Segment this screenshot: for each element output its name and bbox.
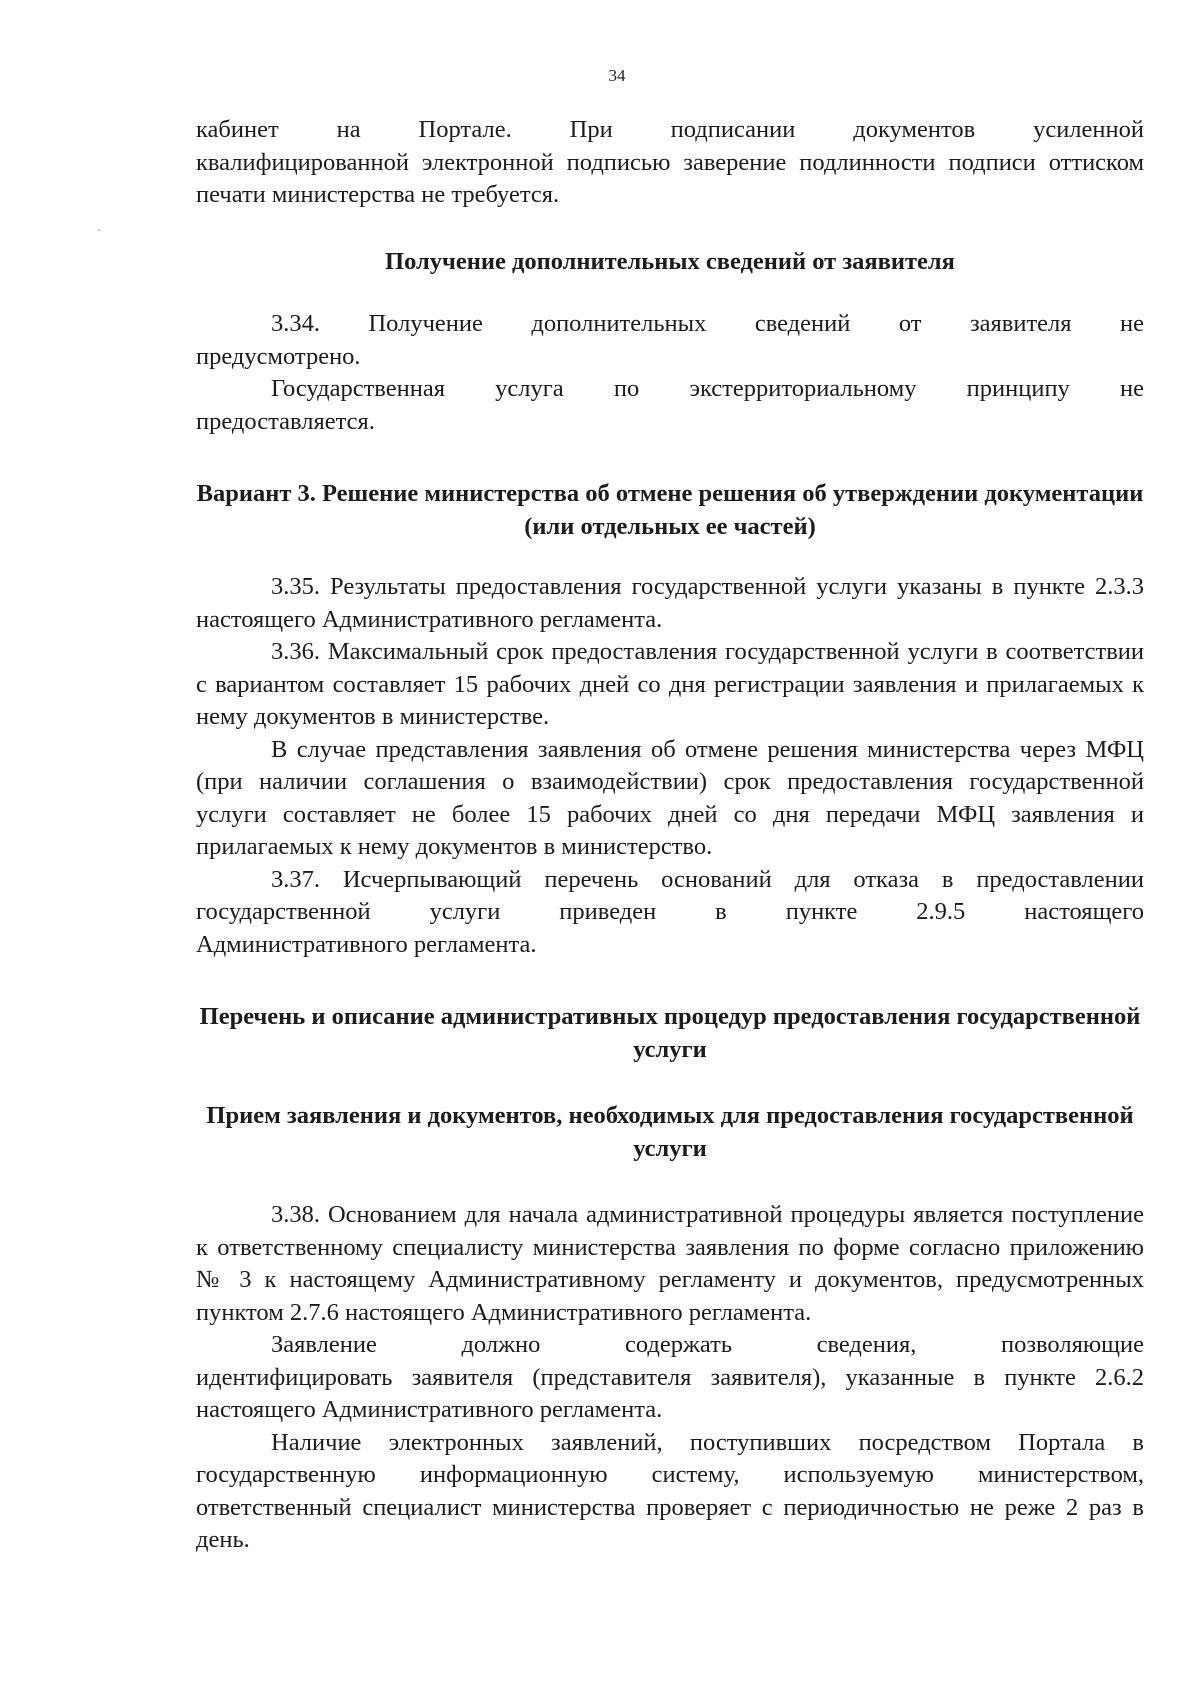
paragraph-statement-line1: Заявление должно содержать сведения, позволяющие xyxy=(271,1331,1144,1358)
paragraph-3-36: 3.36. Максимальный срок предоставления государственной услуги в соответствии с вариантом составляет 15 рабочих дней со дня регистрации заявления и прилагаемых к нему документов в министерстве. xyxy=(196,638,1144,730)
paragraph-extraterritorial-line1: Государственная услуга по экстерриториальному принципу не xyxy=(271,375,1144,402)
paragraph-3-34-line1: 3.34. Получение дополнительных сведений от заявителя не xyxy=(271,310,1144,337)
scan-speck xyxy=(98,229,100,231)
paragraph-3-37-line2: государственной услуги приведен в пункте 2.9.5 настоящего xyxy=(196,898,1144,925)
paragraph-continuation-line1: кабинет на Портале. При подписании документов усиленной xyxy=(196,116,1144,143)
paragraph-mfc: В случае представления заявления об отмене решения министерства через МФЦ (при наличии соглашения о взаимодействии) срок предоставления государственной услуги составляет не более 15 рабочих дней со дня передачи МФЦ заявления и прилагаемых к нему документов в министерство. xyxy=(196,735,1144,860)
paragraph-3-38: 3.38. Основанием для начала административной процедуры является поступление к ответственному специалисту министерства заявления по форме согласно приложению № 3 к настоящему Административному регламенту и документов, предусмотренных пунктом 2.7.6 настоящего Административного регламента. xyxy=(196,1201,1144,1326)
paragraph-extraterritorial: предоставляется. xyxy=(196,407,375,435)
paragraph-3-37: Административного регламента. xyxy=(196,930,537,958)
page-body xyxy=(196,114,1144,1557)
heading-procedures: Перечень и описание административных процедур предоставления государственной услуги xyxy=(199,1003,1141,1063)
heading-reception: Прием заявления и документов, необходимых для предоставления государственной услуги xyxy=(206,1102,1134,1162)
paragraph-statement: идентифицировать заявителя (представителя заявителя), указанные в пункте 2.6.2 настоящего Административного регламента. xyxy=(196,1363,1144,1423)
paragraph-3-37-line1: 3.37. Исчерпывающий перечень оснований для отказа в предоставлении xyxy=(271,865,1144,893)
paragraph-electronic: Наличие электронных заявлений, поступивших посредством Портала в государственную информационную систему, используемую министерством, ответственный специалист министерства проверяет с периодичностью не реже 2 раз в день. xyxy=(196,1428,1144,1553)
page-number: 34 xyxy=(608,66,626,85)
paragraph-3-35: 3.35. Результаты предоставления государственной услуги указаны в пункте 2.3.3 настоящего Административного регламента. xyxy=(196,573,1144,633)
paragraph-3-34: предусмотрено. xyxy=(196,342,361,370)
heading-additional-info: Получение дополнительных сведений от заявителя xyxy=(385,247,955,275)
heading-variant-3: Вариант 3. Решение министерства об отмене решения об утверждении документации (или отдельных ее частей) xyxy=(196,480,1144,540)
paragraph-continuation: квалифицированной электронной подписью заверение подлинности подписи оттиском печати министерства не требуется. xyxy=(196,148,1144,208)
